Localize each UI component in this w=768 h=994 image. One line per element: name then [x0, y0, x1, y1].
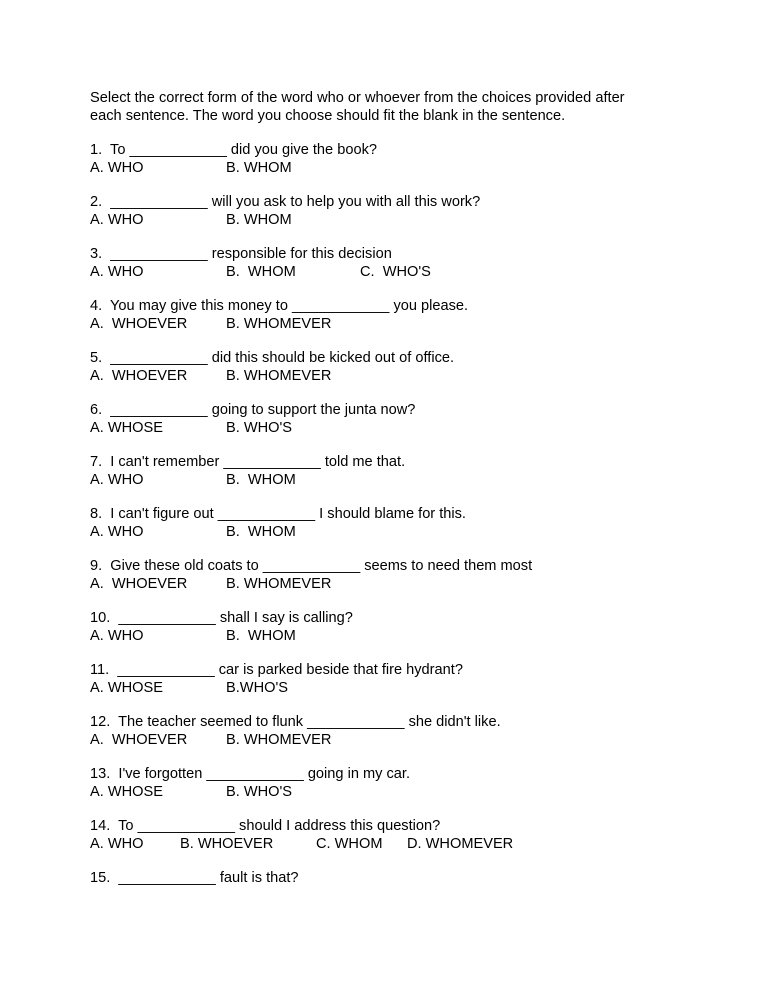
- choice-a: A. WHOSE: [90, 419, 163, 436]
- question-4: [90, 298, 730, 333]
- choice-b: B. WHOMEVER: [226, 315, 332, 332]
- question-13: [90, 766, 730, 801]
- answer-choices: [90, 680, 730, 698]
- question-11: [90, 662, 730, 697]
- choice-b: B.WHO'S: [226, 679, 288, 696]
- answer-choices: [90, 836, 730, 854]
- answer-choices: [90, 576, 730, 594]
- question-text: 2. ____________ will you ask to help you with all this work?: [90, 194, 481, 210]
- choice-c: C. WHOM: [316, 835, 383, 852]
- question-text: 9. Give these old coats to ____________ seems to need them most: [90, 558, 533, 574]
- question-6: [90, 402, 730, 437]
- answer-choices: [90, 316, 730, 334]
- question-14: [90, 818, 730, 853]
- question-15: [90, 870, 730, 888]
- choice-a: A. WHOEVER: [90, 575, 188, 592]
- question-3: [90, 246, 730, 281]
- choice-a: A. WHO: [90, 627, 144, 644]
- question-text: 14. To ____________ should I address this question?: [90, 818, 441, 834]
- choice-a: A. WHOSE: [90, 783, 163, 800]
- question-text: 12. The teacher seemed to flunk ____________ she didn't like.: [90, 714, 501, 730]
- question-2: [90, 194, 730, 229]
- answer-choices: [90, 472, 730, 490]
- choice-b: B. WHOEVER: [180, 835, 274, 852]
- answer-choices: [90, 212, 730, 230]
- choice-b: B. WHOMEVER: [226, 367, 332, 384]
- question-text: 7. I can't remember ____________ told me that.: [90, 454, 406, 470]
- question-5: [90, 350, 730, 385]
- question-1: [90, 142, 730, 177]
- choice-b: B. WHO'S: [226, 783, 293, 800]
- choice-a: A. WHOSE: [90, 679, 163, 696]
- choice-d: D. WHOMEVER: [407, 835, 514, 852]
- question-text: 8. I can't figure out ____________ I should blame for this.: [90, 506, 466, 522]
- choice-a: A. WHO: [90, 263, 144, 280]
- answer-choices: [90, 160, 730, 178]
- instructions-line-1: Select the correct form of the word who or whoever from the choices provided after: [90, 90, 625, 106]
- question-9: [90, 558, 730, 593]
- choice-a: A. WHO: [90, 159, 144, 176]
- choice-b: B. WHOM: [226, 263, 296, 280]
- choice-c: C. WHO'S: [360, 263, 431, 280]
- choice-a: A. WHO: [90, 211, 144, 228]
- question-12: [90, 714, 730, 749]
- question-text: 4. You may give this money to ____________ you please.: [90, 298, 469, 314]
- question-text: 3. ____________ responsible for this decision: [90, 246, 392, 262]
- choice-b: B. WHO'S: [226, 419, 293, 436]
- question-text: 11. ____________ car is parked beside that fire hydrant?: [90, 662, 463, 678]
- choice-a: A. WHO: [90, 835, 144, 852]
- question-text: 15. ____________ fault is that?: [90, 870, 299, 886]
- instructions: [90, 90, 690, 125]
- answer-choices: [90, 368, 730, 386]
- question-text: 6. ____________ going to support the junta now?: [90, 402, 416, 418]
- question-8: [90, 506, 730, 541]
- question-text: 10. ____________ shall I say is calling?: [90, 610, 353, 626]
- instructions-line-2: each sentence. The word you choose should fit the blank in the sentence.: [90, 107, 566, 124]
- answer-choices: [90, 420, 730, 438]
- choice-a: A. WHO: [90, 471, 144, 488]
- choice-b: B. WHOMEVER: [226, 575, 332, 592]
- question-7: [90, 454, 730, 489]
- choice-a: A. WHO: [90, 523, 144, 540]
- question-text: 13. I've forgotten ____________ going in my car.: [90, 766, 411, 782]
- choice-a: A. WHOEVER: [90, 731, 188, 748]
- choice-b: B. WHOMEVER: [226, 731, 332, 748]
- question-text: 5. ____________ did this should be kicked out of office.: [90, 350, 455, 366]
- question-text: 1. To ____________ did you give the book?: [90, 142, 377, 158]
- choice-b: B. WHOM: [226, 627, 296, 644]
- question-10: [90, 610, 730, 645]
- answer-choices: [90, 524, 730, 542]
- choice-b: B. WHOM: [226, 159, 292, 176]
- answer-choices: [90, 264, 730, 282]
- answer-choices: [90, 732, 730, 750]
- choice-a: A. WHOEVER: [90, 367, 188, 384]
- choice-b: B. WHOM: [226, 523, 296, 540]
- answer-choices: [90, 784, 730, 802]
- choice-b: B. WHOM: [226, 211, 292, 228]
- answer-choices: [90, 628, 730, 646]
- choice-b: B. WHOM: [226, 471, 296, 488]
- choice-a: A. WHOEVER: [90, 315, 188, 332]
